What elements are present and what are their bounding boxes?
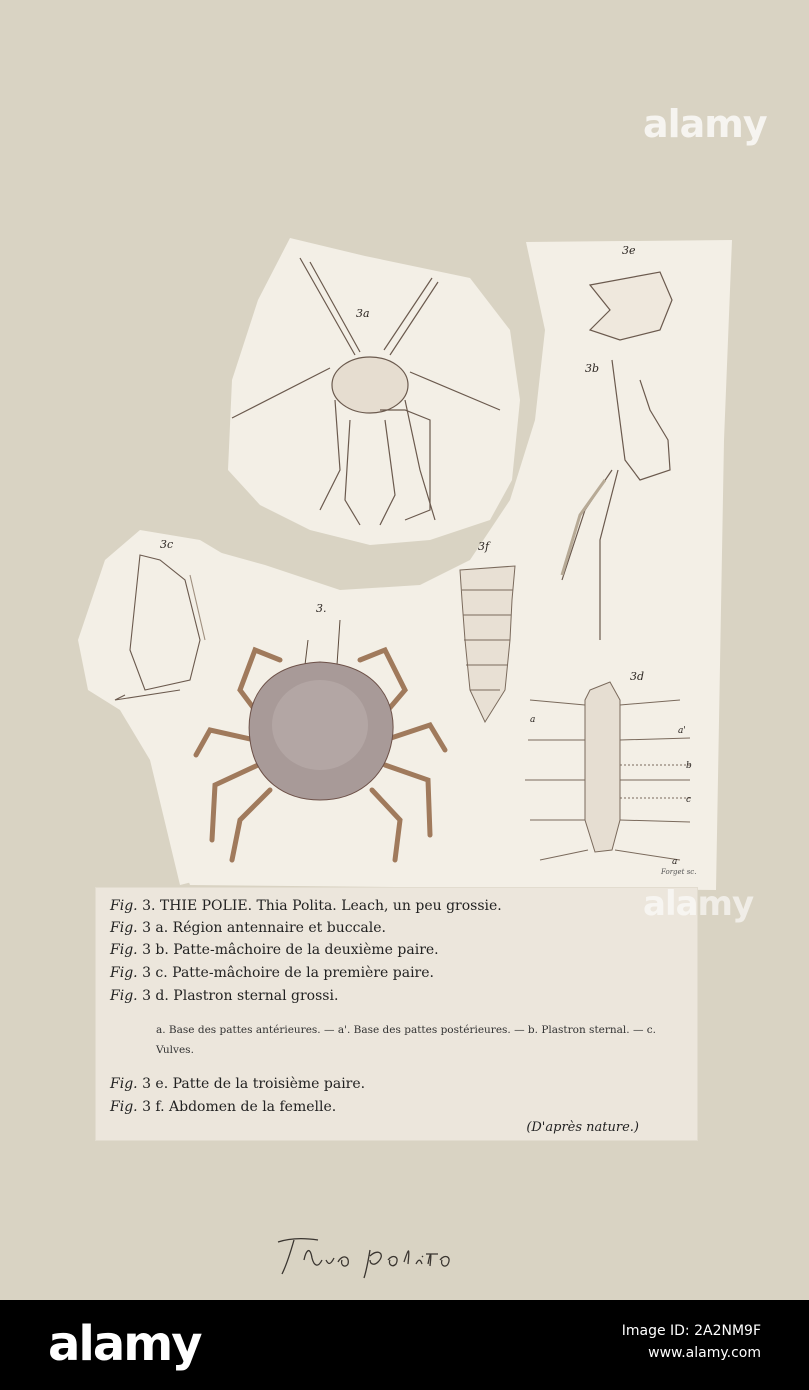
label-3f: 3f [478,540,490,553]
site-url: www.alamy.com [648,1345,761,1361]
footer-id-block [622,1320,761,1364]
caption-line: Fig. 3 e. Patte de la troisième paire. [110,1076,366,1092]
caption-line: Fig. 3 d. Plastron sternal grossi. [110,988,339,1004]
plastron-letter: c [686,795,692,805]
label-3d: 3d [630,670,645,683]
plastron-letter: b [686,761,692,771]
label-3: 3. [316,602,327,615]
caption-source: (D'après nature.) [526,1120,639,1135]
engraver-credit: Forget sc. [661,868,697,876]
caption-line: Fig. 3 a. Région antennaire et buccale. [110,920,386,936]
watermark-logo: alamy [643,102,767,146]
caption-line: Fig. 3 f. Abdomen de la femelle. [110,1099,337,1115]
label-3a: 3a [356,307,370,320]
plastron-letter: a' [678,726,686,736]
label-3b: 3b [585,362,600,375]
footer-logo: alamy [48,1316,201,1372]
caption-line: Fig. 3 c. Patte-mâchoire de la première paire. [110,965,434,981]
label-3e: 3e [622,244,636,257]
caption-note: a. Base des pattes antérieures. — a'. Base des pattes postérieures. — b. Plastron sternal. — c. Vulves. [156,1024,657,1056]
caption-box [96,888,697,1140]
stock-footer-bar [0,1300,809,1390]
caption-line: Fig. 3. THIE POLIE. Thia Polita. Leach, un peu grossie. [110,898,502,914]
image-id: Image ID: 2A2NM9F [621,1323,761,1339]
plastron-letter: a [672,857,678,867]
label-3c: 3c [160,538,174,551]
handwritten-signature [260,1230,480,1280]
watermark-logo: alamy [643,884,754,924]
caption-line: Fig. 3 b. Patte-mâchoire de la deuxième paire. [110,942,439,958]
plastron-letter: a [530,715,536,725]
